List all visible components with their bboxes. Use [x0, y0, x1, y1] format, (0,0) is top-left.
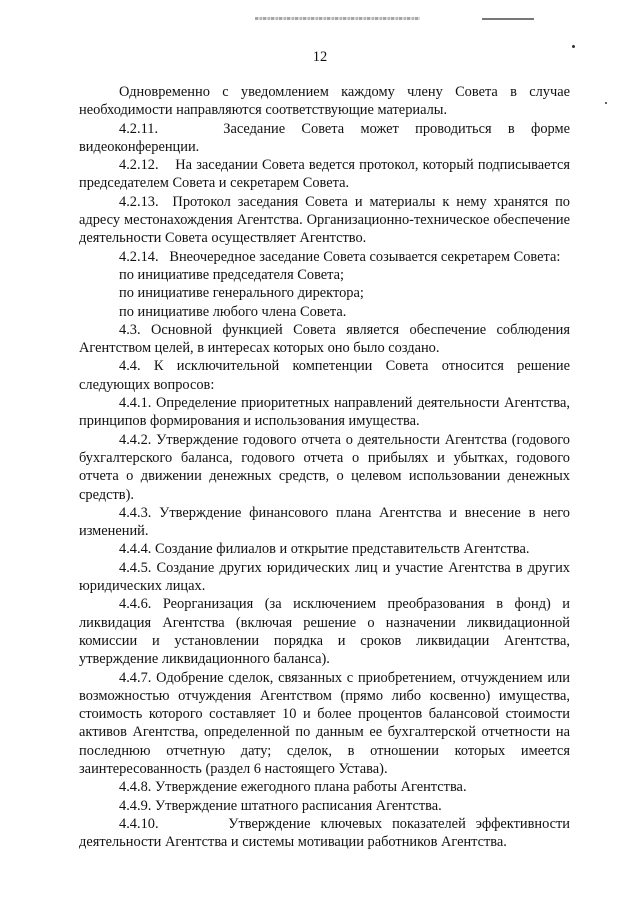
paragraph-4-4-3: 4.4.3. Утверждение финансового плана Агентства и внесение в него изменений.: [79, 504, 570, 540]
paragraph-4-2-12: 4.2.12. На заседании Совета ведется протокол, который подписывается председателем Совета и секретарем Совета.: [79, 157, 570, 192]
paragraph-notification-materials: Одновременно с уведомлением каждому члену Совета в случае необходимости направляются соответствующие материалы.: [79, 84, 570, 119]
paragraph-4-2-14: 4.2.14. Внеочередное заседание Совета созывается секретарем Совета:: [119, 248, 561, 265]
paragraph-4-2-13: 4.2.13. Протокол заседания Совета и материалы к нему хранятся по адресу местонахождения Агентства. Организационно-техническое обеспечение деятельности Совета осуществляет Агентство.: [79, 193, 570, 247]
list-item-chairman-initiative: по инициативе председателя Совета;: [119, 266, 345, 283]
paragraph-4-4-8: 4.4.8. Утверждение ежегодного плана работы Агентства.: [119, 779, 467, 796]
paragraph-4-3: 4.3. Основной функцией Совета является обеспечение соблюдения Агентством целей, в интересах которых оно было создано.: [79, 321, 570, 357]
scan-speck: [605, 102, 607, 104]
paragraph-4-4-5: 4.4.5. Создание других юридических лиц и участие Агентства в других юридических лицах.: [79, 559, 570, 595]
paragraph-4-4-4: 4.4.4. Создание филиалов и открытие представительств Агентства.: [119, 541, 530, 558]
list-item-member-initiative: по инициативе любого члена Совета.: [119, 303, 347, 320]
paragraph-4-4-9: 4.4.9. Утверждение штатного расписания Агентства.: [119, 797, 442, 814]
scan-header-artifact: [255, 17, 420, 20]
page-number: 12: [312, 49, 328, 65]
paragraph-4-2-11: 4.2.11. Заседание Совета может проводиться в форме видеоконференции.: [79, 120, 570, 155]
paragraph-4-4-10: 4.4.10. Утверждение ключевых показателей эффективности деятельности Агентства и системы мотивации работников Агентства.: [79, 815, 570, 851]
scan-speck: [572, 45, 575, 48]
paragraph-4-4-7: 4.4.7. Одобрение сделок, связанных с приобретением, отчуждением или возможностью отчуждения Агентством (прямо либо косвенно) имущества, стоимость которого составляет 10 и более процентов балансовой стоимости активов Агентства, определенной по данным ее бухгалтерской отчетности на последнюю отчетную дату; сделок, в отношении которых имеется заинтересованность (раздел 6 настоящего Устава).: [79, 669, 570, 777]
paragraph-4-4-1: 4.4.1. Определение приоритетных направлений деятельности Агентства, принципов формирования и использования имущества.: [79, 395, 570, 430]
list-item-director-initiative: по инициативе генерального директора;: [119, 285, 364, 302]
document-body: [79, 83, 570, 851]
scan-header-line: [482, 18, 534, 20]
paragraph-4-4-2: 4.4.2. Утверждение годового отчета о деятельности Агентства (годового бухгалтерского баланса, годового отчета о прибылях и убытках, годового отчета о движении денежных средств, о целевом использовании денежных средств).: [79, 431, 570, 503]
paragraph-4-4-6: 4.4.6. Реорганизация (за исключением преобразования в фонд) и ликвидация Агентства (включая решение о назначении ликвидационной комиссии и установлении порядка и сроков ликвидации Агентства, утверждение ликвидационного баланса).: [79, 596, 570, 668]
paragraph-4-4: 4.4. К исключительной компетенции Совета относится решение следующих вопросов:: [79, 358, 570, 393]
